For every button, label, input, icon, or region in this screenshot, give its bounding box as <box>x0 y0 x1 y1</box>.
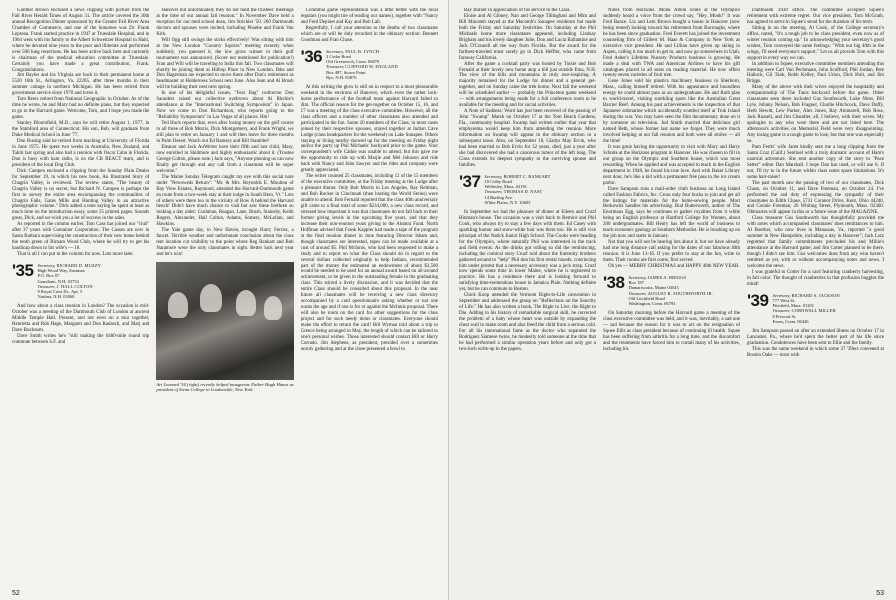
class-header-1935 <box>12 263 149 299</box>
paragraph: In September we had the pleasure of dinner at Eileen and Cruzf Hinman's house. The occasion was a visit back to Bernice and Phil Cook, who always try to stay a few days with them. Ed Casey with sparkling humor and snow-white hair was there too. He is still vice principal of the Natick Junior High School. The Cooks were heading for the Olympics, where naturally Phil was interested in the track and field events. As the drinks got rolling so did the reminiscing, including the comical story Cruzf told about the fraternity brothers gathered around to "help" Phil don his first rental tuxedo, convincing him under protest that a necessary accessory was a jock strap. Cruzf now spends some time in lower Maine, where he is registered to practice. He has a residence there and is looking forward to satisfying time-tremendous house in Jamaica Plain. Nothing definite yet, but he can commute to Boston. <box>459 209 596 293</box>
paragraph: Dave Sampson runs a mail-order cloth business on Long Island called Fashion Fabrics, Inc. Cross only four bucks to join and get all the listings for materials for the home-sewing people. Mort Berkowitz handles his advertising. Bud Butterworth, author of The Enormous Egg, says he continues to gather royalties from it while being an English professor at Hartford College for Women, about 200 undergraduates. Bill Henry has left the world of business to teach economic geology at Southern Methodist. He is brushing up on the job now and starts in January. <box>603 186 740 240</box>
left-col-3 <box>301 8 438 584</box>
right-page <box>448 0 896 600</box>
officer-address <box>484 179 550 189</box>
paragraph: Gene Jones sold his plastics machinery business in Sherborn, Mass., calling himself retired. With his appearance and boundless energy he could almost pass as an undergraduate. He and Ruth plan to world-travel, visiting snorkling spots like the Australian Great Barrier Reef. Among his past achievements is the inspection of that Japanese submarine which accidentally scuttled itself at Truk Island during the war. You may have seen the film documentary done on it by someone on television. Jud Smith married that delicious girl named Beth, whose former last name we forget. They were much involved helping at our fall reunion and both were all smiles — all the time! <box>603 79 740 144</box>
class-photo <box>156 262 293 380</box>
paragraph: As reported in the column earlier, Tom Cass has joined our "club" after 37 years with Container Corporation. The Casses are now in Santa Barbara supervising the construction of their new home behind the tenth green of Birnam Wood Club, where he will try to get his handicap down to his wife's — 18. <box>12 222 150 252</box>
address-line: Wellesley, Mass. 02181 <box>484 184 528 190</box>
paragraph: Pam Ferris' wife Janet kindly sent me a long clipping from the Santa Cruz (Calif.) Sentinel with a truly dramatic account of Ham's nautical adventure. She sent another copy of the story to "Pace Setter" editor Dan Marshall. I hope Dan has used, or will use it. If not, I'll try to in the future within class notes space limitations. It's some hair-raiser! <box>747 144 884 180</box>
address-line: 2 Cedar Road <box>326 53 351 59</box>
address-line: Old Litchfield Road <box>628 295 665 301</box>
address-line: Grantham, N.H. 03753 <box>37 278 79 284</box>
address-line: Essex, Conn. 06426 <box>772 318 809 324</box>
photo-caption: Art Leonard '34 (right) recently helped inaugurate Father Hugh Himes as president of Siena College in Loudonville, New York. <box>156 382 294 393</box>
left-col-1 <box>12 8 149 584</box>
officer-address <box>628 280 712 290</box>
class-year: '36 <box>300 46 323 66</box>
class-officers: Secretary, RICHARD D. MUZZY High Wood Way, Eastman P.O. Box 87 Grantham, N.H. 03753 Treasurer, J. HALL COLTON 9 Royal Crest Dr., Apt. 5 Nashua, N.H. 03060 <box>37 263 102 300</box>
left-col3-after <box>301 85 438 353</box>
right-col3-paras <box>747 8 884 288</box>
left-col2-paras <box>156 8 293 258</box>
address-line: Nashua, N.H. 03060 <box>37 294 75 300</box>
paragraph: Hanover but unfortunately they do not hold the trustees' meetings at the time of our annual fall reunion." In November Dave held a reception for our med school dean, Jim Strickler '50. 200 Dartmouth doctors and spouses were invited, including Phoebe and Frank Van Kirk. <box>156 8 294 37</box>
paragraph: Columbia game representation was a little better with the local regulars (you might tire of reading our names), together with "Nancy and Fred Depinet and Kay and Bob Lall. <box>300 8 438 25</box>
paragraph: Class treasurer Gus Southworth has thoughtfully provided me with notes which accompanied classmates' dues remittances to him. Al Boerker, who now lives in Manassas, Va., reported "a good summer in New Hampshire, including a day in Hanover"; Jack Lutz regretted that family commitments precluded his and Millie's attendance at the Harvard game; and Jim Cotter planned to be there, though I didn't see him. Gus welcomes dues from any who haven't remitted as yet, with or without accompanying notes and news. I welcome the news. <box>747 216 884 269</box>
right-col1-after <box>459 210 596 353</box>
page-number-right: 53 <box>876 590 884 597</box>
right-col1-paras <box>459 8 596 169</box>
paragraph: Notes from Horizons. Monk Amon while at the Olympics suddenly heard a voice from the crowd say, "Hey, Monk!" It was Fred Bance. Liz and Lem Brown bought a house in Hanover (now being rented) looking toward his retirement from Burroughs, where he has been since graduation. Fred Everett has joined the investment counseling firm of Gilbert M. Haas & Company in New York as executive vice president. He and Lillian have given up skiing in Aspen, calling it too much to get to, and now go somewhere in Utah. Fred Asher's Lifetime Nursery Products business is growing. He made a deal with TWA and American Airlines to have his gift catalogues placed in all seats on reading material. He now offers twenty-seven varieties of fruit tree. <box>603 8 740 79</box>
paragraph: Eleanor and Jack AuWerter have their fifth and last child, Mary, now enrolled in Skidmore and highly enthusiastic about it. (Trustee George Colton, please note.) Jack says, "Anyone phoning us can now finally get through and any call from a classmate will be super welcome." <box>156 144 294 174</box>
address-line: 10 Colby Road <box>484 178 512 184</box>
paragraph: And how about a class reunion in London? The occasion is mid-October was a meeting of the Dartmouth Club of London at ancient Middle Temple Hall. Present, and not even on a tour together, Henrietta and Bob Hage, Margaret and Don Radasch, and Marj and Dave Buxbaum. <box>12 304 150 334</box>
address-line: 777 West St. <box>772 298 796 303</box>
left-col1-after <box>12 304 149 346</box>
address-line: 14 Burling Ave. <box>484 194 513 200</box>
paragraph: Eloise and Al Gibney, Nan and George Tillinghast and Mim and Bill Macomb stayed at the Macomb's Sunapee residence but made both the Friday and Saturday festivities. On Saturday at the Phil Michaels home more classmates appeared, including Lindsay Brigham and his lovely daughter Julie, Don and Lucia Ballantine and Jack O'Connell all the way from Florida. But the award for the furthest-traveled must surely go to Dick Heffler, who came from faraway California. <box>459 13 596 61</box>
class-officers: Secretary, ROBERT C. BANKART 10 Colby Road Wellesley, Mass. 02181 Treasurer, THOMAS D. NAST 14 Burling Ave. White Plains, N.Y. 10605 <box>484 173 551 205</box>
paragraph: I was grateful to Cotter for a card featuring cranberry harvesting, in full color. The thought of cranberries in that profusion boggles the mind! <box>747 269 884 287</box>
paragraph: Jim Bayles and his Virginia are back in their permanent home at 5520 16th St., Arlington, Va. 22205, after three months in their summer cottage in northern Michigan. He has been retired from government service since 1970 and loves it. <box>12 73 150 97</box>
officer-address <box>37 268 101 284</box>
paragraph: In one of his delightful issues, "Fear Bag" codirector Don Saunders raised our collective eyebrows about Al Ritchie's attendance at the "International Switching Symposium" in Japan. Now we come to Don Richardson, who reports going to the "Reliability Symposium" in Las Vegas of all places. Hm! <box>156 91 294 121</box>
address-line: Box 487, Stowe Point <box>326 69 366 75</box>
class-officers: Secretary, JAMES A. BRIGGS Box 187 Damariscotta, Maine 04543 Treasurer, AUGUST R. SOUTHWORTH JR. Old Litchfield Road Washington, Conn. 06793 <box>628 274 713 306</box>
paragraph: In addition to Squee, executive committee members attending this meeting were Carl Von Pechmann, John Scofford, Phil Jordan, Pete Hallock, Gil Tank, Robb Kelley, Paul Urion, Dick Holt, and Jim Briggs. <box>747 61 884 85</box>
class-header-1938 <box>603 272 740 306</box>
officer-address <box>628 296 712 306</box>
paragraph: A Note of Sadness: Word has just been received of the passing of John "Swamp" Marsh on October 17 at the Tom Beach Gardens, Fla., community hospital. Swamp had written earlier that year that emphysema would keep him from attending the reunion. More information on Swamp will appear in the obituary section in a subsequent issue. Also, on September 10, Gladys May Ervin, who had been married to Bob Ervin for 32 years, died, just a year after she had discovered she had a cancerous tumor of the left lung. The Class extends its deepest sympathy to the surviving spouse and families. <box>459 109 596 168</box>
paragraph: Jim Sampson passed on after an extended illness on October 17 in Lancaster, Pa., where he'd spent the better part of his life since graduation. Condolences have been sent to Ellie and the family. <box>747 329 884 346</box>
class-officers: Secretary, RICHARD S. JACKSON 777 West St. Pittsfield, Mass. 01201 Treasurer, CORNWALL MILLER 8 Prescott St. Essex, Conn. 06426 <box>772 292 840 324</box>
address-line: Old Greenwich, Conn. 06870 <box>326 59 380 65</box>
page-number-left: 52 <box>12 590 20 597</box>
class-year: '38 <box>603 272 625 292</box>
class-year: '35 <box>12 261 34 281</box>
officer-address <box>326 70 398 80</box>
officer-address <box>326 54 398 64</box>
paragraph: At this writing the glow is still on in respect to a most pleasurable weekend in the environs of Hanover, which even the rather lack-lustre performance of the football team against Harvard failed to dim. The official reason for the get-together on October 15, 16, and 17 was a meeting of the class executive committee. However, all the class officers and a number of other classmates also attended and participated in the fun. Some 20 members of the Class, in most cases joined by their respective spouses, stayed together at Indian Cave Lodge (class headquarters for the weekend) on Lake Sunapee. Others staying or living nearby showed up for the meeting on Friday night and/or the party up Phil Michaels' backyard prior to the game. Your correspondent's wife Cathie was unable to attend, but this gave me the opportunity to ride up with Marjie and Mel Johnson and ride back with Nancy and John Sawyer and the rides and company were greatly appreciated. <box>300 84 438 174</box>
address-line: High Wood Way, Eastman <box>37 268 85 274</box>
right-col2-after <box>603 311 740 353</box>
paragraph: Ted Huck reports that, even after losing money on the golf course to all three of Bob Morris, Dick Montgomery, and Frank Wright, we still plan to retire on January 1 and will then leave for three months in Palm Desert. Watch out Ed Ramsey and Bill Stambler! <box>156 121 294 144</box>
class-year: '37 <box>459 171 481 191</box>
paragraph: Will Ogg still swings the sticks effectively! Was sitting with him at the New London "Country Squires" meeting recently when suddenly, you guessed it, the low gross winner in their golf tournament was announced. (Score not mentioned for publication!) Fran and Will will be traveling to India this fall. Two classmates will shortly be joining them at Hilltop Place in New London. Ibba and Don Hagerman are expected to move there after Don's retirement as headmaster at Holderness School next June. Also Jean and Al Brush will be building their nest next spring. <box>156 37 294 91</box>
officer-address <box>772 298 839 308</box>
paragraph: Gardner Brown enclosed a news clipping with picture from the Fall River Herald Times of August 31. The article covered the 30th annual Recognition Dinner sponsored by the Greater Fall River Area Chamber of Commerce, and one of the honorees was Dr. Frank Lepreau. Frank started practice in 1947 at Truesdale Hospital, and in 1964 went with his family to the Albert Schweitzer Hospital in Haiti, where he devoted nine years to the poor and illiterate and performed over 500 lung resections. He has been active back here and currently is chairman of the medical education committee at Truesdale. Certainly you have made a great contribution, Frank. Congratulations. <box>12 8 150 73</box>
paragraph: Not that you will not be hearing lots about it, but we have already had one long distance call asking for the dates of our fabulous 40th reunion. It is June 13-16. If you prefer to stay at the Inn, write to them. Their rooms are first come, first served. <box>603 240 740 264</box>
right-col-1 <box>459 8 596 584</box>
officer-address <box>37 289 101 299</box>
paragraph: Tom Beers retired from National Geographic in October. As of the time he wrote, he and Mary had no definite plans, but they expected to go to the Harvard game. Welcome, Tom, and I hope you made the game. <box>12 97 150 121</box>
left-col-2 <box>156 8 293 584</box>
paragraph: Oh yes — MERRY CHRISTMAS and HAPPY 40th NEW YEAR. <box>608 263 740 269</box>
paragraph: On Saturday morning before the Harvard game a meeting of the class executive committee was held, and it was, inevitably, a sad one — sad because the reason for it was to act on the resignation of Squee Ellis as class president because of continuing ill health. Squee has been suffering from arthritis for a long time, and the discomfort and the treatments have forced him to curtail many of his activities, including his <box>603 311 740 352</box>
address-line: Pittsfield, Mass. 01201 <box>772 303 814 309</box>
address-line: 9 Royal Crest Dr., Apt. 5 <box>37 289 83 295</box>
left-col3-paras <box>301 8 438 44</box>
right-col-3 <box>747 8 884 584</box>
address-line: Box 187 <box>628 280 644 286</box>
class-header-1939 <box>747 290 884 324</box>
paragraph: Dick Campen enclosed a clipping from the Sunday Plain Dealer for September 19, in which his new book, An Illustrated Story of Chagrin Valley, is reviewed. The review states, "The beauty of Chagrin Valley is no secret, but Richard N. Campen is perhaps the first to survey the entire area encompassing the communities of Chagrin Falls, Gates Mills and Hunting Valley in an attractive photographic volume." Dick added a note saying he spent at least as much time on the introduction essay, some 25 printed pages. Sounds great, Dick, and we wish you a lot of success in the sales. <box>12 168 150 222</box>
paragraph: Don Busing said he retired from teaching at University of Florida in June 1975. He spent two weeks in Australia, New Zealand, and Tahiti last spring and also had a reunion with Oscar Cahn in Florida. Don is busy with ham radio, is on the CB REACT team, and is president of the local Dog Club. <box>12 138 150 168</box>
address-line: White Plains, N.Y. 10605 <box>484 199 531 205</box>
class-year: '39 <box>747 290 769 310</box>
address-line: Washington, Conn. 06793 <box>628 300 676 306</box>
left-col1-paras <box>12 8 149 258</box>
paragraph: It was great having the opportunity to visit with Mary and Harry Schnite at the Horizons program in Hanover. He was chosen to fill in our group on the Olympic and Southern house, which was most rewarding. When he applied and was accepted to teach in the English department in 1948, he found his true love. And with Baker Library next door, he's like a kid with a permanent free pass to the ice cream parlor. <box>603 144 740 186</box>
class-officers: Secretary, PAUL B. LYNCH 2 Cedar Road Old Greenwich, Conn. 06870 Treasurer, CLIFFORD W. ENGLAND Box 487, Stowe Point Rye, N.H. 03870 <box>326 48 398 80</box>
paragraph: Sitting in on the meeting, Al Cook, of the College secretary's office, noted, "It's a tough job to be class president, even now as of winter reunion coming up." In acknowledging your secretary's good wishes, Tom conveyed the same feelings: "With our big 40th in the wings, I'll need everyone's support." Let us all provide Tom with this support in every way we can. <box>747 25 884 61</box>
right-col3-after <box>747 329 884 359</box>
paragraph: Chick Koop attended the Vermont Right-to-Life convention in September and addressed the group on "Reflections on the Sanctity of Life." He has also written a book, The Right to Live, the Right to Die. Adding to his history of remarkable surgical skill, he corrected the problem of a baby whose heart was outside by expanding the chest wall to make room and also freed the child from a serious cold. For all his international fame as the doctor who separated the Rodriguez Siamese twins, he modestly told someone at the time that he had performed a similar operation years before and only got a two-inch write-up in the papers. <box>459 293 596 352</box>
paragraph: The writer counted 25 classmates, including 12 of the 15 members of the executive committee, at the Friday meeting at the Lodge after a pleasant dinner. Only Bob Morris in Los Angeles, Ray Reitman, and Bob Rocker in Cincinnati (then hosting the World Series) were unable to attend. Bob Fernald reported that the class 40th anniversary gift came to a final total of some $234,000, a new class record, and stressed how important it was that classmates do not fall back to their former giving levels in the upcoming five years, and that they increase their non-reunion years giving to the Alumni Fund. North Hoffman advised that Frank Kappler had made a tape of the program at the final reunion dinner in June featuring Director Isham and, though classmates are interested, tapes can be made available at a cost of around $5. Phil McInnis, who had been requested to make a study and to report on what the Class should do in regard to the several dollars collected originally to help Indians, recommended part of the money the estimated an endowment of about $3,500 would be needed to be used for an annual award based on all-around achievement, to be given to the outstanding female in the graduating class. This stirred a lively discussion, and it was decided that the entire Class should be consulted about this proposal. In the near future all classmates will be receiving a new class directory accompanied by a card questionnaire asking whether or not one wants the age and if one is for or against the McInnis proposal. There will also be room on the card for other suggestions for the class project and for such needy items or classmates. Everyone should make the effort to return the card! Bill Wyman told about a trip to Greece being arranged in May, the length of which can be tailored to one's personal wishes. Those interested should contact Bill or Harry Corrado. Jim Stephens, as president, presided over a sometimes unruly gathering and at the close presented a bowl to <box>300 174 438 352</box>
paragraph: The past month saw the passing of two of our classmates, Dick Chase, on October 11, and Dave Freeman, on October 24. I've performed the sad duty of expressing the sympathy of their classmates to Edith Chase, 5731 Coranor Drive, Kent, Ohio 44240, and Connie Freeman, 26 Whiting Street, Plymouth, Mass. 02360. Obituaries will appear in this or a future issue of the MAGAZINE. <box>747 180 884 216</box>
paragraph: Dave Smith writes he's "still making the 6400-mile round trip commute between S.F. and <box>12 334 150 346</box>
paragraph: After the game a cocktail party was hosted by Tutsie and Bob Fernald at their lovely new home atop a hill just outside Etna, N.H. The view of the hills and mountains in truly awe-inspiring. A majority remained for the Lodge for dinner and a general get-together, and on Sunday came the trek home. Next fall the weekend will be scheduled earlier — probably the Princeton game weekend — with arrangements being made for a full conference room to be available for the meeting and for social activities. <box>459 61 596 109</box>
officer-address <box>484 195 550 205</box>
class-header-1937 <box>459 171 596 205</box>
paragraph: This was the same weekend in which some 37 '39ers convened at Boston Oaks — most with <box>747 346 884 358</box>
right-col2-paras <box>603 8 740 270</box>
class-header-1936 <box>300 46 438 80</box>
paragraph: Many of the above with their wives enjoyed the hospitality and companionship of The Tanis backyard before the game. Other classmates seen there included Gus Southworth, Luke Nims, Bill Lyle, Johnny Nelson, Bob Fragner, Charlie Hitchcock, Dave Duffy, Herb Hewitt, Lew Parker, Alex Jones, Ray Ammarell, Bob Ross, Jack Russell, and Jim Chandler, all, I believe, with their wives. My apologies to any who were there and are not listed here. The afternoon's activities on Memorial Field were very disappointing. Any losing game is a tough game to lose, but that one was especially so. <box>747 85 884 144</box>
officer-address <box>772 314 839 324</box>
address-line: Rye, N.H. 03870 <box>326 74 357 80</box>
address-line: Damariscotta, Maine 04543 <box>628 285 679 291</box>
paragraph: The Yale game day, in New Haven, brought Harry Ferriss, a faucet. Terrible weather and unfortunate conclusion about the class tent location cut visibility to the point where Reg Bankart and Bob Naramore were the only classmates in sight. Better luck next year and let's win! <box>156 228 294 258</box>
right-col-2 <box>603 8 740 584</box>
paragraph: Dartmouth 1938 office. The committee accepted Squee's retirement with extreme regret. Our vice president, Tom McGrath, has agreed to serve in Squee's stead for the duration of his term. <box>747 8 884 25</box>
paragraph: Stanley Bloomfield, M.D., says he will retire August 1, 1977, in the Stamford area of Connecticut. His son, Bob, will graduate from Duke Medical School in June '77. <box>12 121 150 139</box>
paragraph: The Maine Sunday Telegram caught my eye with this social note under "Newsweds Return": "Mr. & Mrs. Reynolds E. Moulton of Bay View Estates, Raymond, attended the Harvard-Dartmouth game en route from a two-week stay at their lodge in South Hero, Vt." Lots of others were there too in the vicinity of Row A behind the Harvard bench! Didn't have much chance to visit but saw these brethren so looking a day older: Cushman, Reagan, Lane, Brush, Stainsby, Keith Rogers, Alexander, Hall Colton, Adams, Somers, McLellan, and Hawkins. <box>156 174 294 228</box>
paragraph: Regretfully, I call your attention to the deaths of two classmates which are or will be duly recorded in the obituary section: Bennett Goodman and Fran Chase. <box>300 25 438 43</box>
address-line: P.O. Box 87 <box>37 273 60 279</box>
address-line: 8 Prescott St. <box>772 313 797 319</box>
paragraph: Ray Bullier in appreciation of his service to the Class. <box>464 8 571 13</box>
paragraph: That is all I can put in the column for now. Lots more later. <box>17 252 134 258</box>
